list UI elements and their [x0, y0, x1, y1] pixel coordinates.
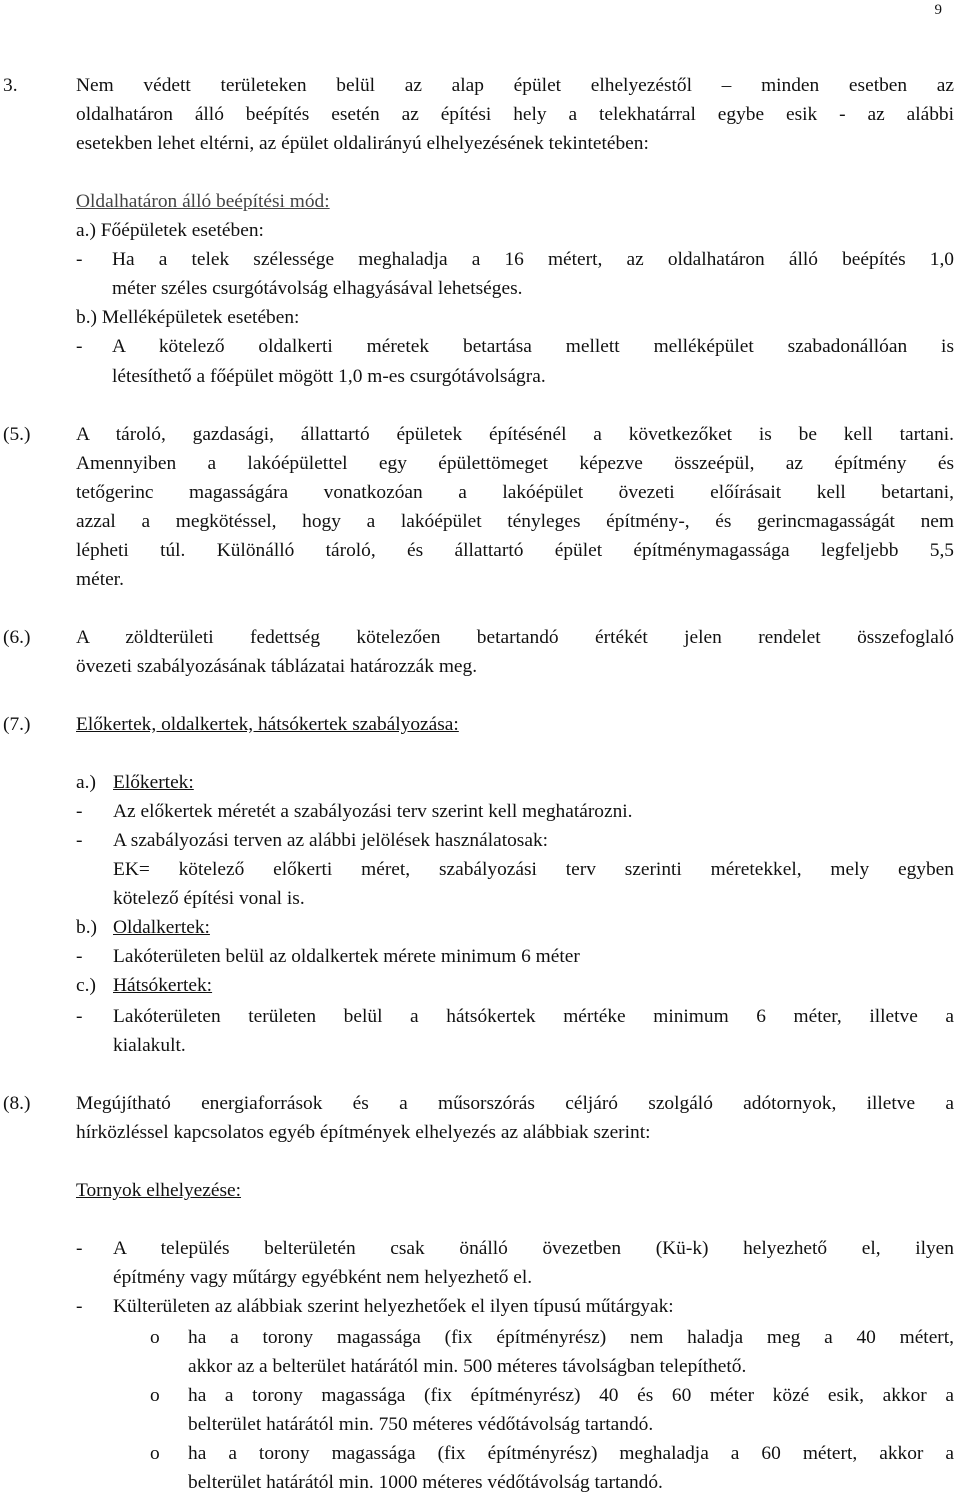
- item-7a-dash-1: -: [76, 801, 83, 822]
- bullet-1: o: [150, 1327, 160, 1348]
- item-3b-line-2: létesíthető a főépület mögött 1,0 m-es csurgótávolságra.: [112, 366, 546, 387]
- ek-line-2: kötelező építési vonal is.: [113, 888, 305, 909]
- item-7a-dash-2: -: [76, 830, 83, 851]
- bullet-2: o: [150, 1385, 160, 1406]
- item-7c-title: Hátsókertek:: [113, 975, 213, 996]
- item-6-line-2: övezeti szabályozásának táblázatai határozzák meg.: [76, 656, 478, 677]
- item-7c-line-2: kialakult.: [113, 1035, 186, 1056]
- side-mode-heading: Oldalhatáron álló beépítési mód:: [76, 191, 330, 212]
- item-3-line-1: Nem védett területeken belül az alap épület elhelyezéstől – minden esetben az: [76, 75, 954, 96]
- item-8-line-2: hírközléssel kapcsolatos egyéb építmények elhelyezés az alábbiak szerint:: [76, 1122, 651, 1143]
- bullet-3: o: [150, 1443, 160, 1464]
- bullet-1-line-2: akkor az a belterület határától min. 500 méteres távolságban telepíthető.: [188, 1356, 747, 1377]
- ek-line-1: EK= kötelező előkerti méret, szabályozási terv szerinti méretekkel, mely egyben: [113, 859, 954, 880]
- item-5-number: (5.): [3, 424, 31, 445]
- item-3a-line-2: méter széles csurgótávolság elhagyásával lehetséges.: [112, 278, 523, 299]
- item-7-number: (7.): [3, 714, 31, 735]
- item-7a-prefix: a.): [76, 772, 96, 793]
- bullet-2-line-1: ha a torony magassága (fix építményrész) 40 és 60 méter közé esik, akkor a: [188, 1385, 954, 1406]
- page-number: 9: [934, 2, 942, 18]
- item-5-line-5: lépheti túl. Különálló tároló, és állattartó épület építménymagassága legfeljebb 5,5: [76, 540, 954, 561]
- towers-dash-1: -: [76, 1238, 83, 1259]
- item-5-line-6: méter.: [76, 569, 124, 590]
- item-3a-line-1: Ha a telek szélessége meghaladja a 16 métert, az oldalhatáron álló beépítés 1,0: [112, 249, 954, 270]
- item-3-number: 3.: [3, 75, 18, 96]
- item-7a-text-1: Az előkertek méretét a szabályozási terv szerint kell meghatározni.: [113, 801, 633, 822]
- towers-d2-text: Külterületen az alábbiak szerint helyezhetőek el ilyen típusú műtárgyak:: [113, 1296, 674, 1317]
- item-5-line-1: A tároló, gazdasági, állattartó épületek építésénél a következőket is be kell tartani.: [76, 424, 954, 445]
- item-6-number: (6.): [3, 627, 31, 648]
- item-3b-dash: -: [76, 336, 83, 357]
- item-3a-label: a.) Főépületek esetében:: [76, 220, 264, 241]
- towers-d1-line-2: építmény vagy műtárgy egyébként nem helyezhető el.: [113, 1267, 533, 1288]
- item-7b-prefix: b.): [76, 917, 98, 938]
- item-7c-line-1: Lakóterületen területen belül a hátsókertek mértéke minimum 6 méter, illetve a: [113, 1006, 954, 1027]
- item-5-line-4: azzal a megkötéssel, hogy a lakóépület tényleges építmény-, és gerincmagasságát nem: [76, 511, 954, 532]
- item-7c-prefix: c.): [76, 975, 96, 996]
- item-6-line-1: A zöldterületi fedettség kötelezően betartandó értékét jelen rendelet összefoglaló: [76, 627, 954, 648]
- item-3b-line-1: A kötelező oldalkerti méretek betartása mellett melléképület szabadonállóan is: [112, 336, 954, 357]
- item-5-line-2: Amennyiben a lakóépülettel egy épülettömeget képezve összeépül, az építmény és: [76, 453, 954, 474]
- item-7-title: Előkertek, oldalkertek, hátsókertek szabályozása:: [76, 714, 459, 735]
- item-8-number: (8.): [3, 1093, 31, 1114]
- item-7a-text-2: A szabályozási terven az alábbi jelölések használatosak:: [113, 830, 549, 851]
- bullet-2-line-2: belterület határától min. 750 méteres védőtávolság tartandó.: [188, 1414, 654, 1435]
- item-7c-dash: -: [76, 1006, 83, 1027]
- item-8-line-1: Megújítható energiaforrások és a műsorszórás céljáró szolgáló adótornyok, illetve a: [76, 1093, 954, 1114]
- bullet-3-line-2: belterület határától min. 1000 méteres védőtávolság tartandó.: [188, 1472, 663, 1493]
- item-3-line-2: oldalhatáron álló beépítés esetén az építési hely a telekhatárral egybe esik - az alábbi: [76, 104, 954, 125]
- item-7b-dash: -: [76, 946, 83, 967]
- item-3b-label: b.) Melléképületek esetében:: [76, 307, 300, 328]
- item-7a-title: Előkertek:: [113, 772, 194, 793]
- item-3-line-3: esetekben lehet eltérni, az épület oldalirányú elhelyezésének tekintetében:: [76, 133, 649, 154]
- bullet-1-line-1: ha a torony magassága (fix építményrész) nem haladja meg a 40 métert,: [188, 1327, 954, 1348]
- item-7b-title: Oldalkertek:: [113, 917, 210, 938]
- bullet-3-line-1: ha a torony magassága (fix építményrész) meghaladja a 60 métert, akkor a: [188, 1443, 954, 1464]
- towers-dash-2: -: [76, 1296, 83, 1317]
- item-5-line-3: tetőgerinc magasságára vonatkozóan a lakóépület övezeti előírásait kell betartani,: [76, 482, 954, 503]
- towers-heading: Tornyok elhelyezése:: [76, 1180, 242, 1201]
- item-3a-dash: -: [76, 249, 83, 270]
- towers-d1-line-1: A település belterületén csak önálló övezetben (Kü-k) helyezhető el, ilyen: [113, 1238, 954, 1259]
- item-7b-text: Lakóterületen belül az oldalkertek mérete minimum 6 méter: [113, 946, 580, 967]
